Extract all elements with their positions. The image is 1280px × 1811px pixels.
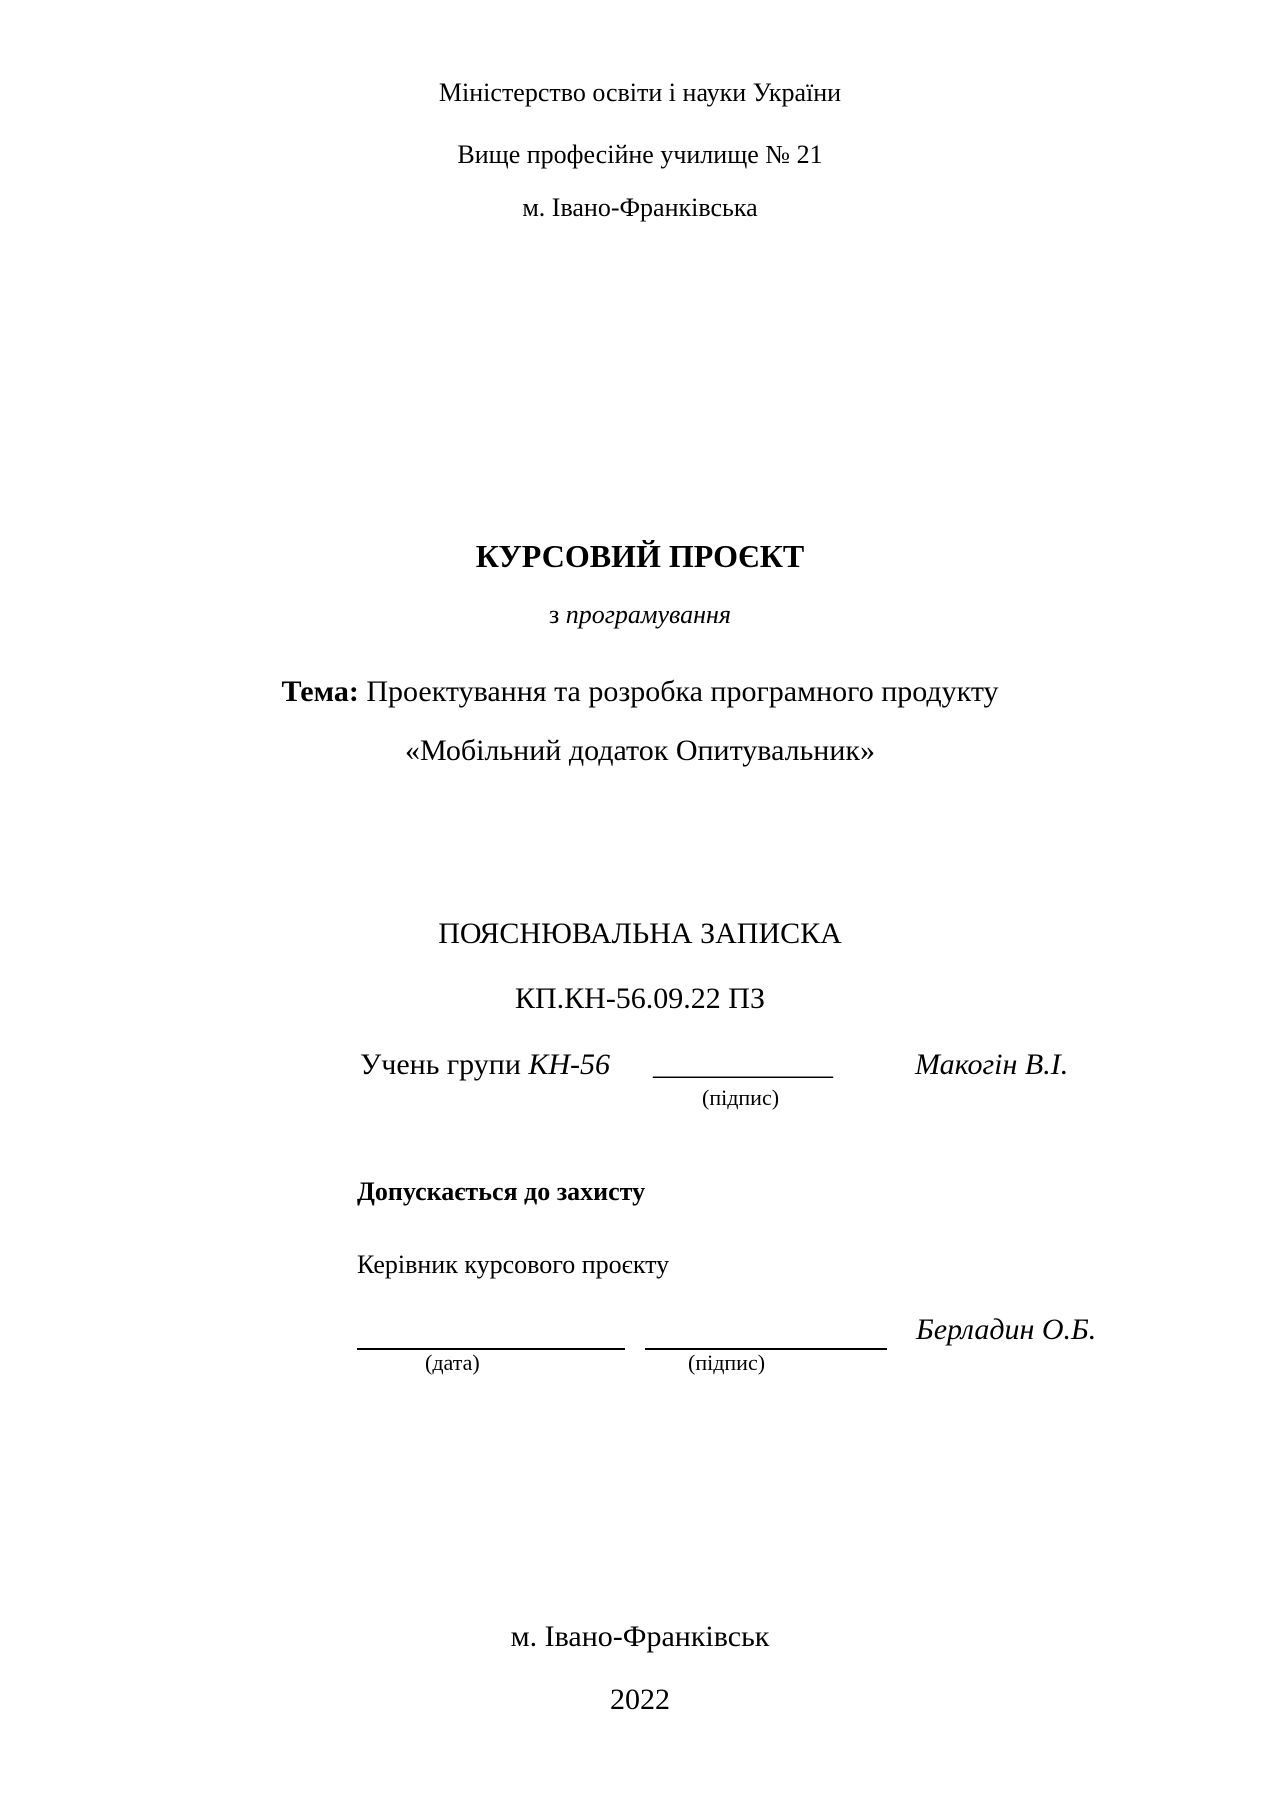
student-signature-caption: (підпис) xyxy=(702,1085,780,1110)
topic-label: Тема: xyxy=(281,675,359,708)
subject-line xyxy=(0,600,1280,630)
subject-prefix: з xyxy=(548,600,560,629)
supervisor-signature-caption: (підпис) xyxy=(688,1350,766,1375)
note-code: КП.КН-56.09.22 ПЗ xyxy=(514,982,766,1015)
date-blank xyxy=(357,1348,625,1350)
topic-text-1: Проектування та розробка програмного продукту xyxy=(366,675,999,708)
student-label: Учень групи xyxy=(360,1048,521,1081)
ministry-line: Міністерство освіти і науки України xyxy=(438,78,842,107)
footer-city: м. Івано-Франківськ xyxy=(510,1620,770,1653)
subject-name: програмування xyxy=(565,600,732,629)
student-name: Макогін В.І. xyxy=(915,1048,1069,1081)
note-heading: ПОЯСНЮВАЛЬНА ЗАПИСКА xyxy=(438,917,842,950)
footer-year: 2022 xyxy=(610,1683,670,1716)
approval-heading: Допускається до захисту xyxy=(357,1177,646,1206)
supervisor-label: Керівник курсового проєкту xyxy=(357,1250,670,1279)
student-group: КН-56 xyxy=(528,1048,610,1081)
date-caption: (дата) xyxy=(425,1350,480,1375)
city-line: м. Івано-Франківська xyxy=(522,193,758,222)
topic-line-1 xyxy=(0,675,1280,709)
school-line: Вище професійне училище № 21 xyxy=(457,140,823,169)
student-line xyxy=(360,1048,610,1082)
student-signature-blank: ____________ xyxy=(653,1048,833,1081)
supervisor-name: Берладин О.Б. xyxy=(916,1313,1097,1346)
document-title: КУРСОВИЙ ПРОЄКТ xyxy=(475,538,805,574)
topic-line-2: «Мобільний додаток Опитувальник» xyxy=(404,734,875,767)
supervisor-signature-blank xyxy=(645,1348,887,1350)
